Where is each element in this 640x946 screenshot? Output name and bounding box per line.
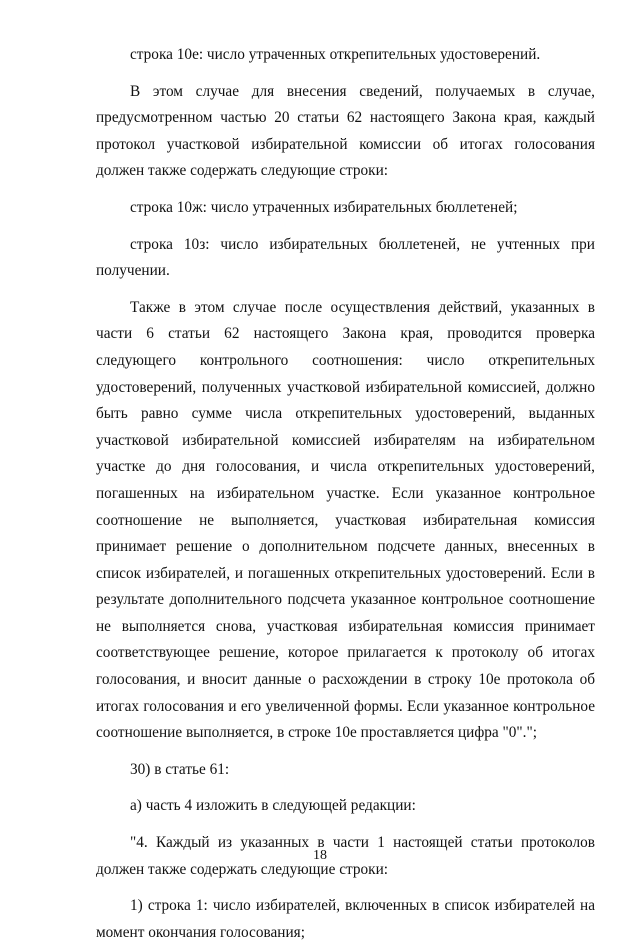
paragraph-article-61: 30) в статье 61: — [130, 760, 230, 778]
document-body — [96, 42, 595, 946]
paragraph-part-4-amendment: а) часть 4 изложить в следующей редакции: — [130, 797, 416, 815]
paragraph-line-1: 1) строка 1: число избирателей, включенных в список избирателей на момент окончания голосования; — [96, 897, 595, 941]
paragraph-part-4-text: "4. Каждый из указанных в части 1 настоящей статьи протоколов должен также содержать следующие строки: — [96, 834, 595, 878]
paragraph-line-10zh: строка 10ж: число утраченных избирательных бюллетеней; — [130, 198, 518, 216]
paragraph-line-10e: строка 10е: число утраченных открепительных удостоверений. — [130, 46, 541, 63]
paragraph-control-ratio-check: Также в этом случае после осуществления действий, указанных в части 6 статьи 62 настоящего Закона края, проводится проверка следующего контрольного соотношения: число открепительных удостоверений, полученных участковой избирательной комиссией, должно быть равно сумме числа открепительных удостоверений, выданных участковой избирательной комиссией избирателям на избирательном участке до дня голосования, и числа открепительных удостоверений, погашенных на избирательном участке. Если указанное контрольное соотношение не выполняется, участковая избирательная комиссия принимает решение о дополнительном подсчете данных, внесенных в список избирателей, и погашенных открепительных удостоверений. Если в результате дополнительного подсчета указанное контрольное соотношение не выполняется снова, участковая избирательная комиссия принимает соответствующее решение, которое прилагается к протоколу об итогах голосования, и вносит данные о расхождении в строку 10е протокола об итогах голосования и его увеличенной формы. Если указанное контрольное соотношение выполняется, в строке 10е проставляется цифра "0"."; — [96, 298, 595, 742]
page-number: 18 — [313, 848, 327, 863]
paragraph-protocol-lines-intro: В этом случае для внесения сведений, получаемых в случае, предусмотренном частью 20 статьи 62 настоящего Закона края, каждый протокол участковой избирательной комиссии об итогах голосования должен также содержать следующие строки: — [96, 82, 595, 180]
paragraph-line-10z: строка 10з: число избирательных бюллетеней, не учтенных при получении. — [96, 235, 595, 280]
